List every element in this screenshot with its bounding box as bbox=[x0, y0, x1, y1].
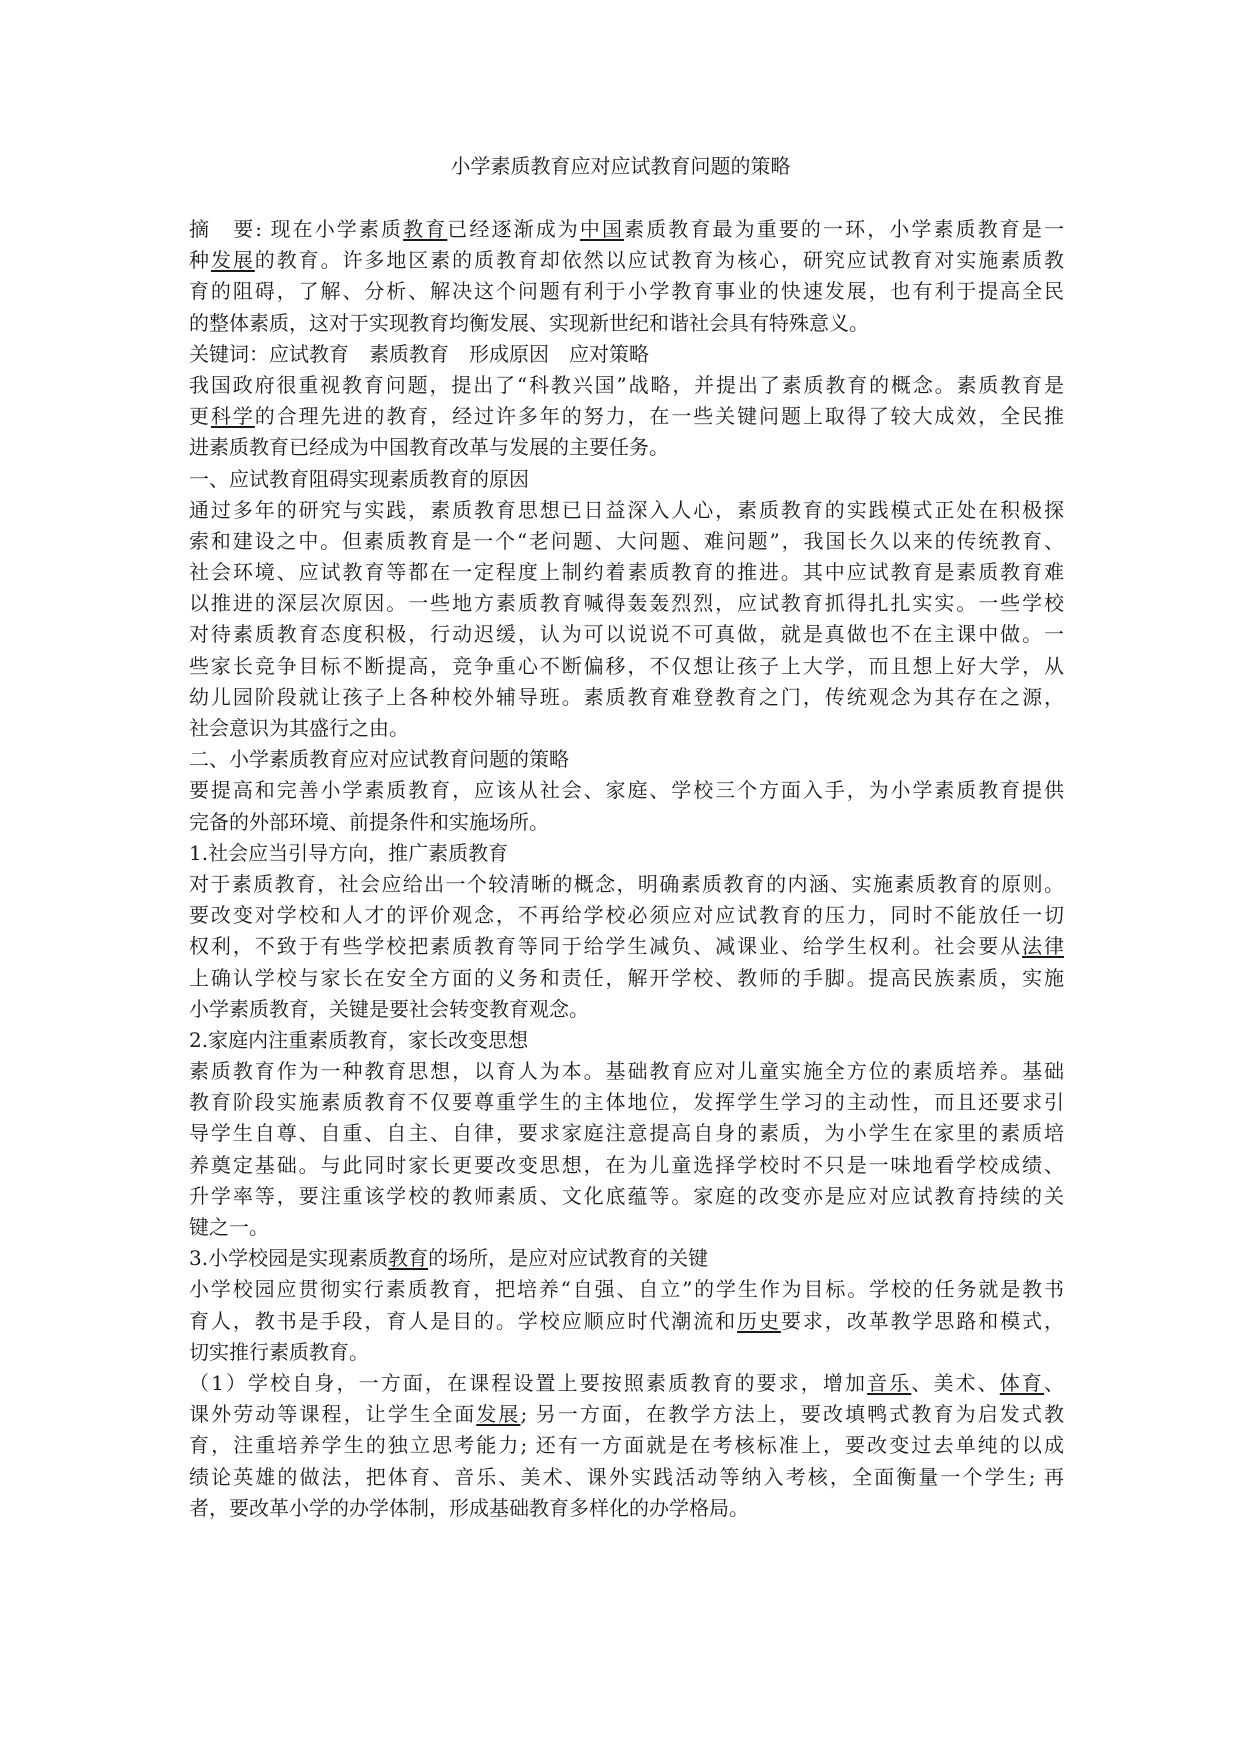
text-segment: 的整体素质，这对于实现教育均衡发展、实现新世纪和谐社会具有特殊意义。 bbox=[189, 310, 869, 335]
text-line bbox=[189, 588, 1064, 619]
text-segment: 要改变对学校和人才的评价观念，不再给学校必须应对应试教育的压力，同时不能放任一切 bbox=[189, 903, 1064, 928]
text-line bbox=[189, 1181, 1064, 1212]
text-segment: 绩论英雄的做法，把体育、音乐、美术、课外实践活动等纳入考核，全面衡量一个学生; 再 bbox=[189, 1464, 1064, 1489]
hyperlink-text[interactable]: 教育 bbox=[403, 217, 448, 241]
text-line bbox=[189, 1493, 1064, 1524]
text-segment: 已经逐渐成为 bbox=[447, 217, 580, 241]
text-segment: 的合理先进的教育，经过许多年的努力，在一些关键问题上取得了较大成效，全民推 bbox=[254, 404, 1064, 429]
text-segment: 种 bbox=[189, 248, 211, 273]
text-line bbox=[189, 1243, 1064, 1274]
text-segment: 通过多年的研究与实践，素质教育思想已日益深入人心，素质教育的实践模式正处在积极探 bbox=[189, 497, 1064, 522]
text-line bbox=[189, 1368, 1064, 1399]
text-line bbox=[189, 1212, 1064, 1243]
text-segment: 要求，改革教学思路和模式， bbox=[780, 1308, 1064, 1333]
hyperlink-text[interactable]: 发展 bbox=[210, 248, 255, 273]
text-segment: 关键词：应试教育 素质教育 形成原因 应对策略 bbox=[189, 341, 649, 366]
text-line bbox=[189, 557, 1064, 588]
text-segment: 些家长竞争目标不断提高，竞争重心不断偏移，不仅想让孩子上大学，而且想上好大学，从 bbox=[189, 653, 1064, 678]
text-line bbox=[189, 526, 1064, 557]
hyperlink-text[interactable]: 法律 bbox=[1022, 934, 1064, 959]
text-line bbox=[189, 713, 1064, 744]
text-segment: ; 另一方面，在教学方法上，要改填鸭式教育为启发式教 bbox=[520, 1402, 1064, 1427]
hyperlink-text[interactable]: 中国 bbox=[579, 217, 625, 241]
text-segment: 素质教育最为重要的一环，小学素质教育是一 bbox=[624, 217, 1064, 241]
text-segment: 、 bbox=[1044, 1370, 1064, 1395]
text-segment: 1.社会应当引导方向，推广素质教育 bbox=[189, 840, 509, 865]
text-line bbox=[189, 619, 1064, 650]
text-segment: 社会意识为其盛行之由。 bbox=[189, 716, 409, 740]
text-segment: 2.家庭内注重素质教育，家长改变思想 bbox=[189, 1027, 529, 1052]
text-segment: 要提高和完善小学素质教育，应该从社会、家庭、学校三个方面入手，为小学素质教育提供 bbox=[189, 778, 1064, 803]
text-segment: 素质教育作为一种教育思想，以育人为本。基础教育应对儿童实施全方位的素质培养。基础 bbox=[189, 1059, 1064, 1084]
text-line bbox=[189, 869, 1064, 900]
text-line bbox=[189, 401, 1064, 432]
text-line bbox=[189, 495, 1064, 526]
text-segment: 我国政府很重视教育问题，提出了“科教兴国”战略，并提出了素质教育的概念。素质教育是 bbox=[189, 372, 1064, 397]
text-segment: 完备的外部环境、前提条件和实施场所。 bbox=[189, 809, 549, 834]
text-line bbox=[189, 245, 1064, 276]
text-line bbox=[189, 682, 1064, 713]
text-segment: 二、小学素质教育应对应试教育问题的策略 bbox=[189, 747, 569, 772]
text-line bbox=[189, 963, 1064, 994]
text-segment: 上确认学校与家长在安全方面的义务和责任，解开学校、教师的手脚。提高民族素质，实施 bbox=[189, 965, 1064, 990]
text-segment: 以推进的深层次原因。一些地方素质教育喊得轰轰烈烈，应试教育抓得扎扎实实。一些学校 bbox=[189, 591, 1064, 616]
text-segment: 教育阶段实施素质教育不仅要尊重学生的主体地位，发挥学生学习的主动性，而且还要求引 bbox=[189, 1090, 1064, 1115]
text-segment: 课外劳动等课程，让学生全面 bbox=[189, 1402, 477, 1427]
text-line bbox=[189, 214, 1064, 245]
document-body bbox=[189, 214, 1064, 1524]
text-segment: 导学生自尊、自重、自主、自律，要求家庭注意提高自身的素质，为小学生在家里的素质培 bbox=[189, 1121, 1064, 1146]
text-segment: （1）学校自身，一方面，在课程设置上要按照素质教育的要求，增加 bbox=[189, 1370, 868, 1395]
text-line bbox=[189, 1056, 1064, 1087]
text-segment: 索和建设之中。但素质教育是一个“老问题、大问题、难问题”，我国长久以来的传统教育、 bbox=[189, 528, 1064, 553]
text-line bbox=[189, 1087, 1064, 1118]
text-segment: 育人，教书是手段，育人是目的。学校应顺应时代潮流和 bbox=[189, 1308, 738, 1333]
text-segment: 育的阻碍，了解、分析、解决这个问题有利于小学教育事业的快速发展，也有利于提高全民 bbox=[189, 279, 1064, 304]
text-line bbox=[189, 308, 1064, 339]
hyperlink-text[interactable]: 历史 bbox=[737, 1308, 781, 1333]
hyperlink-text[interactable]: 教育 bbox=[388, 1246, 429, 1271]
text-segment: 升学率等，要注重该学校的教师素质、文化底蕴等。家庭的改变亦是应对应试教育持续的关 bbox=[189, 1183, 1064, 1208]
hyperlink-text[interactable]: 科学 bbox=[210, 404, 255, 429]
text-segment: 者，要改革小学的办学体制，形成基础教育多样化的办学格局。 bbox=[189, 1495, 749, 1520]
text-line bbox=[189, 1337, 1064, 1368]
text-line bbox=[189, 1025, 1064, 1056]
text-line bbox=[189, 1430, 1064, 1461]
text-line bbox=[189, 339, 1064, 370]
text-line bbox=[189, 432, 1064, 463]
text-line bbox=[189, 651, 1064, 682]
text-segment: 社会环境、应试教育等都在一定程度上制约着素质教育的推进。其中应试教育是素质教育难 bbox=[189, 560, 1064, 585]
text-segment: 键之一。 bbox=[189, 1215, 269, 1239]
text-segment: 一、应试教育阻碍实现素质教育的原因 bbox=[189, 466, 529, 491]
text-segment: 权利，不致于有些学校把素质教育等同于给学生减负、减课业、给学生权利。社会要从 bbox=[189, 934, 1023, 959]
text-line bbox=[189, 1462, 1064, 1493]
text-line bbox=[189, 464, 1064, 495]
text-segment: 更 bbox=[189, 404, 211, 429]
text-segment: 育，注重培养学生的独立思考能力; 还有一方面就是在考核标准上，要改变过去单纯的以成 bbox=[189, 1433, 1064, 1458]
text-line bbox=[189, 994, 1064, 1025]
text-line bbox=[189, 807, 1064, 838]
text-segment: 进素质教育已经成为中国教育改革与发展的主要任务。 bbox=[189, 435, 669, 460]
text-line bbox=[189, 276, 1064, 307]
document-title: 小学素质教育应对应试教育问题的策略 bbox=[450, 154, 791, 178]
text-segment: 小学素质教育，关键是要社会转变教育观念。 bbox=[189, 996, 589, 1021]
text-segment: 小学校园应贯彻实行素质教育，把培养“自强、自立”的学生作为目标。学校的任务就是教书 bbox=[189, 1277, 1064, 1302]
text-line bbox=[189, 1150, 1064, 1181]
text-segment: 切实推行素质教育。 bbox=[189, 1339, 369, 1364]
text-segment: 、美术、 bbox=[911, 1370, 1000, 1395]
hyperlink-text[interactable]: 音乐 bbox=[867, 1370, 912, 1395]
text-line bbox=[189, 1274, 1064, 1305]
text-line bbox=[189, 370, 1064, 401]
text-line bbox=[189, 744, 1064, 775]
text-line bbox=[189, 838, 1064, 869]
text-line bbox=[189, 1306, 1064, 1337]
text-line bbox=[189, 900, 1064, 931]
text-segment: 幼儿园阶段就让孩子上各种校外辅导班。素质教育难登教育之门，传统观念为其存在之源， bbox=[189, 684, 1064, 709]
hyperlink-text[interactable]: 发展 bbox=[476, 1402, 521, 1427]
text-segment: 的教育。许多地区素的质教育却依然以应试教育为核心，研究应试教育对实施素质教 bbox=[254, 248, 1064, 273]
text-segment: 养奠定基础。与此同时家长更要改变思想，在为儿童选择学校时不只是一味地看学校成绩、 bbox=[189, 1152, 1064, 1177]
text-segment: 对于素质教育，社会应给出一个较清晰的概念，明确素质教育的内涵、实施素质教育的原则。 bbox=[189, 871, 1064, 896]
text-line bbox=[189, 1399, 1064, 1430]
text-line bbox=[189, 775, 1064, 806]
text-segment: 的场所，是应对应试教育的关键 bbox=[428, 1246, 709, 1271]
text-line bbox=[189, 1118, 1064, 1149]
text-segment: 摘 要: 现在小学素质 bbox=[189, 217, 404, 241]
text-segment: 对待素质教育态度积极，行动迟缓，认为可以说说不可真做，就是真做也不在主课中做。一 bbox=[189, 622, 1064, 647]
text-segment: 3.小学校园是实现素质 bbox=[189, 1246, 389, 1271]
hyperlink-text[interactable]: 体育 bbox=[999, 1370, 1044, 1395]
text-line bbox=[189, 931, 1064, 962]
